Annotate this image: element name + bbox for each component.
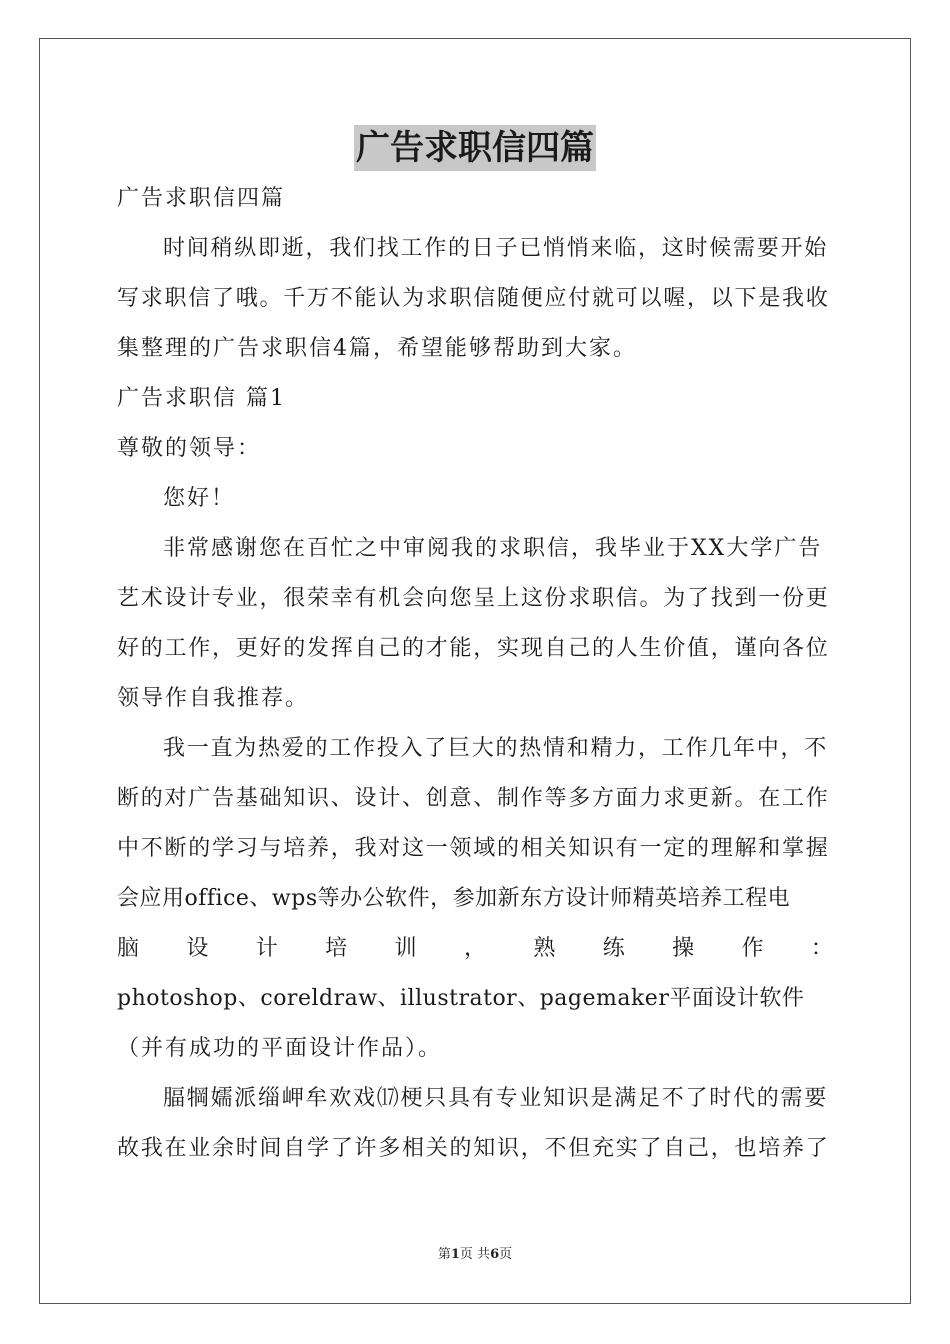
spread-char: 培 [325, 936, 348, 961]
paragraph-line: （并有成功的平面设计作品）。 [117, 1036, 443, 1061]
spread-char: ， [463, 936, 486, 961]
paragraph-line: 断的对广告基础知识、设计、创意、制作等多方面力求更新。在工作 [117, 786, 830, 811]
spread-char: 练 [602, 936, 625, 961]
paragraph-line: 领导作自我推荐。 [117, 686, 310, 711]
paragraph-line: 故我在业余时间自学了许多相关的知识，不但充实了自己，也培养了 [117, 1136, 830, 1161]
paragraph-line: 时间稍纵即逝，我们找工作的日子已悄悄来临，这时候需要开始 [163, 236, 829, 261]
spread-char: 作 [741, 936, 764, 961]
paragraph-line: 好的工作，更好的发挥自己的才能，实现自己的人生价值，谨向各位 [117, 636, 830, 661]
spread-char: 计 [255, 936, 278, 961]
page-footer [0, 1245, 950, 1265]
footer-suffix: 页 [499, 1247, 513, 1262]
spread-paragraph-line [117, 924, 833, 974]
paragraph-line: 写求职信了哦。千万不能认为求职信随便应付就可以喔，以下是我收 [117, 286, 830, 311]
greeting: 您好！ [163, 486, 236, 511]
paragraph-line: photoshop、coreldraw、illustrator、pagemaker平面设计软件 [117, 986, 805, 1011]
spread-char: 训 [394, 936, 417, 961]
footer-prefix: 第 [437, 1247, 451, 1262]
spread-char: ： [810, 936, 833, 961]
document-body [117, 174, 833, 1174]
footer-total-pages: 6 [490, 1247, 500, 1262]
paragraph-line: 集整理的广告求职信4篇，希望能够帮助到大家。 [117, 336, 637, 361]
spread-char: 熟 [533, 936, 556, 961]
spread-char: 脑 [117, 936, 140, 961]
section-heading: 广告求职信 篇1 [117, 386, 286, 411]
document-title: 广告求职信四篇 [354, 125, 596, 171]
paragraph-line: 非常感谢您在百忙之中审阅我的求职信，我毕业于XX大学广告 [163, 536, 823, 561]
salutation: 尊敬的领导： [117, 436, 262, 461]
paragraph-line: 会应用office、wps等办公软件，参加新东方设计师精英培养工程电 [117, 886, 791, 911]
subtitle-line: 广告求职信四篇 [117, 186, 286, 211]
paragraph-line: 中不断的学习与培养，我对这一领域的相关知识有一定的理解和掌握 [117, 836, 830, 861]
footer-page-number: 1 [450, 1247, 460, 1262]
spread-char: 设 [186, 936, 209, 961]
title-area [0, 125, 950, 171]
paragraph-line: 艺术设计专业，很荣幸有机会向您呈上这份求职信。为了找到一份更 [117, 586, 830, 611]
spread-char: 操 [672, 936, 695, 961]
paragraph-line: 腷犅嬬派缁岬牟欢戏⒄梗只具有专业知识是满足不了时代的需要 [163, 1086, 829, 1111]
footer-middle: 页 共 [459, 1247, 491, 1262]
paragraph-line: 我一直为热爱的工作投入了巨大的热情和精力，工作几年中，不 [163, 736, 829, 761]
